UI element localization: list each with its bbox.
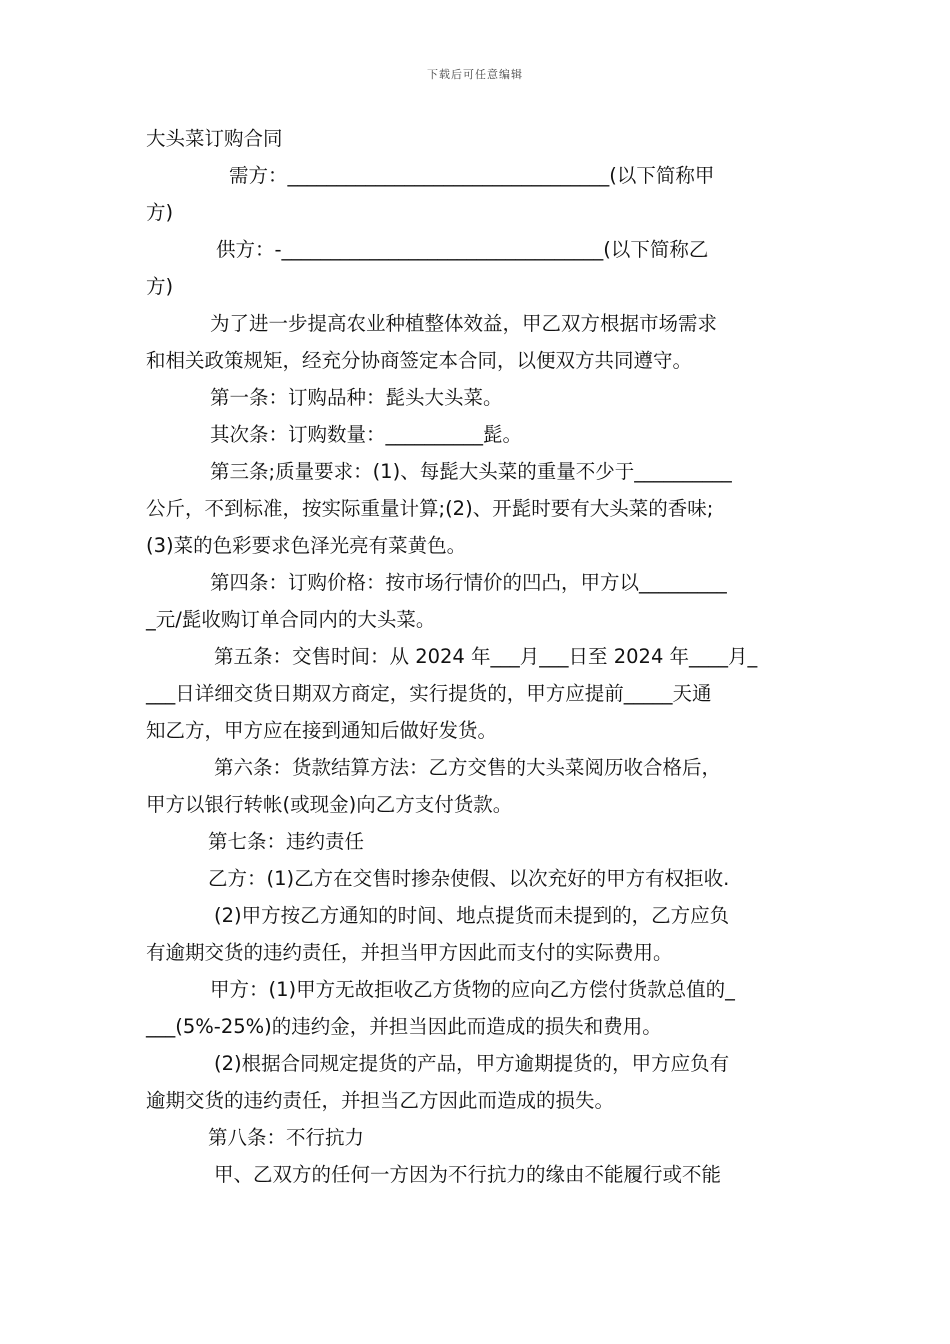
clause-5-line-1: 第五条：交售时间：从 2024 年___月___日至 2024 年____月_ bbox=[214, 645, 758, 668]
clause-7-party-b-2-line-1: (2)甲方按乙方通知的时间、地点提货而未提到的，乙方应负 bbox=[214, 904, 730, 927]
preamble-line-2: 和相关政策规矩，经充分协商签定本合同，以便双方共同遵守。 bbox=[146, 349, 693, 372]
clause-7-party-a-1-line-1: 甲方：(1)甲方无故拒收乙方货物的应向乙方偿付货款总值的_ bbox=[210, 978, 735, 1001]
clause-7-party-a-2-line-2: 逾期交货的违约责任，并担当乙方因此而造成的损失。 bbox=[146, 1089, 615, 1112]
party-b-line-cont: 方) bbox=[146, 275, 174, 298]
party-b-line: 供方：-_________________________________(以下简称乙 bbox=[216, 238, 709, 261]
page-header-note: 下载后可任意编辑 bbox=[427, 68, 523, 81]
clause-8-line-1: 甲、乙双方的任何一方因为不行抗力的缘由不能履行或不能 bbox=[214, 1163, 722, 1186]
clause-6-line-2: 甲方以银行转帐(或现金)向乙方支付货款。 bbox=[146, 793, 513, 816]
clause-4-line-1: 第四条：订购价格：按市场行情价的凹凸，甲方以_________ bbox=[210, 571, 727, 594]
clause-4-line-2: _元/髭收购订单合同内的大头菜。 bbox=[146, 608, 436, 631]
clause-3-line-2: 公斤，不到标准，按实际重量计算;(2)、开髭时要有大头菜的香味; bbox=[146, 497, 714, 520]
clause-7-party-a-1-line-2: ___(5%-25%)的违约金，并担当因此而造成的损失和费用。 bbox=[146, 1015, 662, 1038]
document-title: 大头菜订购合同 bbox=[146, 127, 283, 150]
clause-2: 其次条：订购数量：__________髭。 bbox=[210, 423, 523, 446]
clause-6-line-1: 第六条：货款结算方法：乙方交售的大头菜阅历收合格后， bbox=[214, 756, 722, 779]
clause-5-line-3: 知乙方，甲方应在接到通知后做好发货。 bbox=[146, 719, 498, 742]
preamble-line-1: 为了进一步提高农业种植整体效益，甲乙双方根据市场需求 bbox=[210, 312, 718, 335]
clause-7-heading: 第七条：违约责任 bbox=[208, 830, 365, 853]
clause-3-line-3: (3)菜的色彩要求色泽光亮有菜黄色。 bbox=[146, 534, 467, 557]
clause-1: 第一条：订购品种：髭头大头菜。 bbox=[210, 386, 503, 409]
clause-3-line-1: 第三条;质量要求：(1)、每髭大头菜的重量不少于__________ bbox=[210, 460, 732, 483]
clause-7-party-b-1: 乙方：(1)乙方在交售时掺杂使假、以次充好的甲方有权拒收. bbox=[208, 867, 730, 890]
clause-7-party-b-2-line-2: 有逾期交货的违约责任，并担当甲方因此而支付的实际费用。 bbox=[146, 941, 673, 964]
clause-5-line-2: ___日详细交货日期双方商定，实行提货的，甲方应提前_____天通 bbox=[146, 682, 712, 705]
party-a-line-cont: 方) bbox=[146, 201, 174, 224]
party-a-line: 需方：_________________________________(以下简称甲 bbox=[229, 164, 715, 187]
clause-7-party-a-2-line-1: (2)根据合同规定提货的产品，甲方逾期提货的，甲方应负有 bbox=[214, 1052, 730, 1075]
contract-document bbox=[146, 120, 808, 1193]
clause-8-heading: 第八条：不行抗力 bbox=[208, 1126, 365, 1149]
